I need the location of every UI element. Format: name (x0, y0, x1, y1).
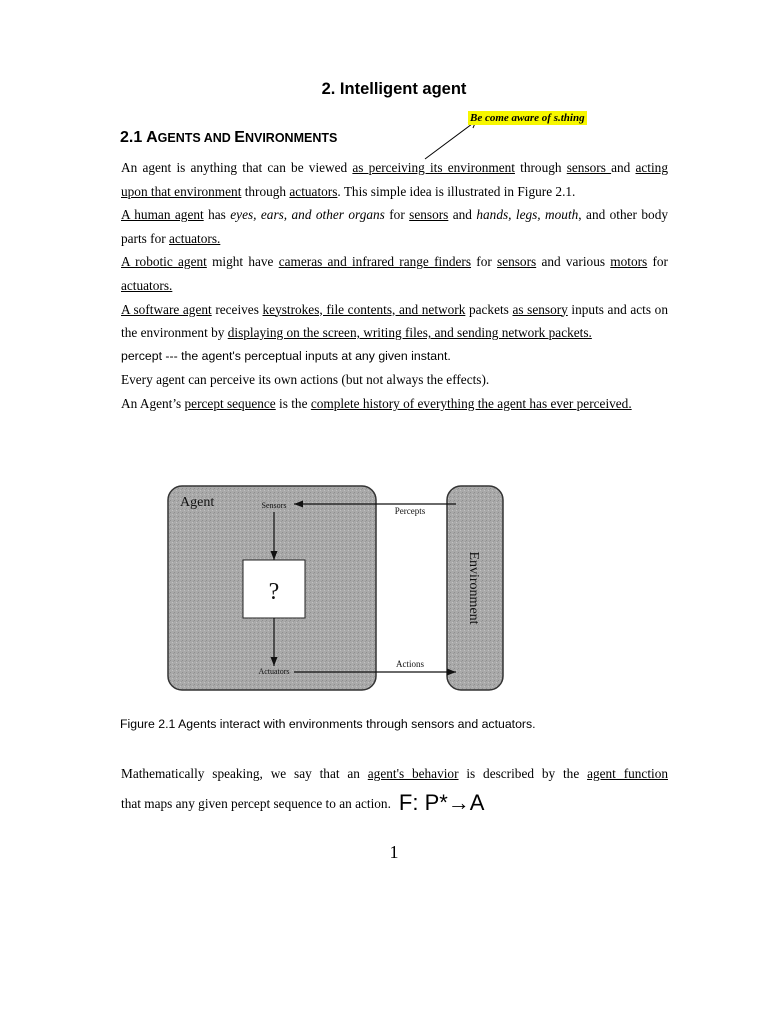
paragraph-percept-sequence: An Agent’s percept sequence is the complete history of everything the agent has ever perceived. (121, 395, 632, 411)
percepts-label: Percepts (394, 506, 426, 516)
page-number: 1 (389, 842, 399, 862)
section-title: AGENTS AND ENVIRONMENTS (146, 129, 338, 146)
page-title: 2. Intelligent agent (321, 80, 467, 98)
agent-function-formula: F: P*→A (398, 790, 485, 815)
figure-caption: Figure 2.1 Agents interact with environments through sensors and actuators. (120, 717, 536, 731)
paragraph-agent-definition: An agent is anything that can be viewed as perceiving its environment through sensors and acting upon that environment through actuators. This simple idea is illustrated in Figure 2.1. (121, 160, 668, 199)
math-paragraph-line2: that maps any given percept sequence to an action. F: P*→A (121, 790, 485, 815)
paragraph-perceive-actions: Every agent can perceive its own actions (but not always the effects). (121, 372, 490, 388)
section-number: 2.1 (120, 129, 143, 146)
question-mark: ? (268, 579, 280, 605)
paragraph-percept-definition: percept --- the agent's perceptual inputs at any given instant. (121, 348, 451, 363)
paragraph-software-agent: A software agent receives keystrokes, file contents, and network packets as sensory inputs and acts on the environment by displaying on the screen, writing files, and sending network packets. (121, 301, 668, 341)
section-heading (120, 129, 337, 147)
paragraph-robotic-agent: A robotic agent might have cameras and infrared range finders for sensors and various motors for actuators. (121, 254, 668, 293)
sensors-label: Sensors (261, 501, 287, 510)
actuators-label: Actuators (258, 667, 290, 676)
environment-label: Environment (466, 551, 481, 625)
math-paragraph: Mathematically speaking, we say that an agent's behavior is described by the agent function (121, 766, 669, 781)
actions-label: Actions (396, 659, 424, 669)
annotation-note: Be come aware of s.thing (470, 112, 585, 124)
agent-label: Agent (180, 495, 215, 510)
agent-environment-figure (166, 484, 506, 692)
body-text (121, 156, 668, 416)
paragraph-human-agent: A human agent has eyes, ears, and other organs for sensors and hands, legs, mouth, and other body parts for actuators. (121, 207, 668, 246)
